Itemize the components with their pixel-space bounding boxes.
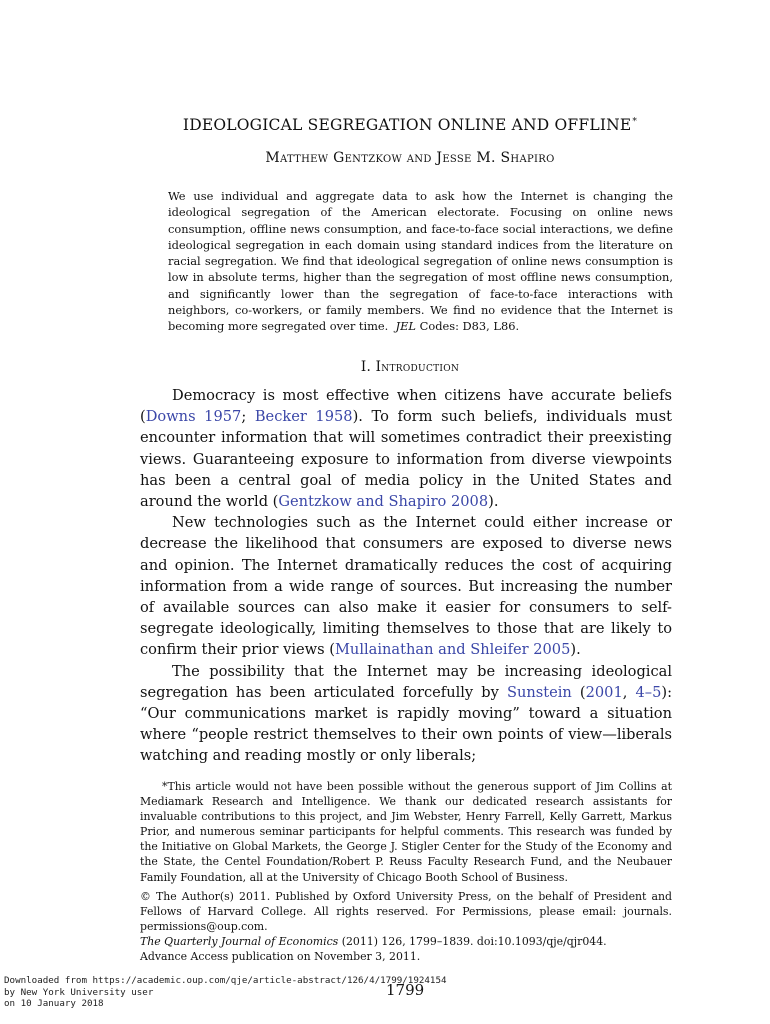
paragraph-text: The possibility that the Internet may be increasing ideological segregation has been articulated forcefully by	[140, 662, 672, 701]
paper-title	[140, 116, 680, 134]
jel-label: JEL	[395, 319, 416, 334]
paragraph-1	[140, 385, 672, 512]
citation-link-becker[interactable]: Becker 1958	[254, 408, 353, 426]
paper-title-text: IDEOLOGICAL SEGREGATION ONLINE AND OFFLINE	[182, 116, 632, 134]
paragraph-2	[140, 512, 672, 660]
paragraph-text: Democracy is most effective when citizens have accurate beliefs (	[140, 387, 672, 426]
abstract	[168, 188, 673, 335]
footnote-acknowledgements: *This article would not have been possible without the generous support of Jim Collins at Mediamark Research and Intelligence. We thank our dedicated research assistants for invaluable contributions to this project, and Jim Webster, Henry Farrell, Kelly Garrett, Markus Prior, and numerous seminar participants for helpful comments. This research was funded by the Initiative on Global Markets, the George J. Stigler Center for the Study of the Economy and the State, the Centel Foundation/Robert P. Reuss Faculty Research Fund, and the Neubauer Family Foundation, all at the University of Chicago Booth School of Business.	[140, 780, 672, 884]
journal-name: The Quarterly Journal of Economics	[140, 934, 339, 948]
citation-link-sunstein-year[interactable]: 2001	[585, 683, 623, 701]
abstract-text: We use individual and aggregate data to ask how the Internet is changing the ideological segregation of the American electorate. Focusing on online news consumption, offline news consumption, and face-to-face social interactions, we define ideological segregation in each domain using standard indices from the literature on racial segregation. We find that ideological segregation of online news consumption is low in absolute terms, higher than the segregation of most offline news consumption, and significantly lower than the segregation of face-to-face interactions with neighbors, co-workers, or family members. We find no evidence that the Internet is becoming more segregated over time.	[168, 189, 673, 334]
paragraph-text: ).	[488, 493, 499, 511]
download-stamp	[4, 975, 447, 1010]
citation-link-sunstein-pages[interactable]: 4–5	[635, 683, 662, 701]
paragraph-text: New technologies such as the Internet could either increase or decrease the likelihood that consumers are exposed to diverse news and opinion. The Internet dramatically reduces the cost of acquiring information from a wide range of sources. But increasing the number of available sources can also make it easier for consumers to self-segregate ideologically, limiting themselves to those that are likely to confirm their prior views (	[140, 514, 672, 659]
copyright-notice: © The Author(s) 2011. Published by Oxford University Press, on the behalf of President and Fellows of Harvard College. All rights reserved. For Permissions, please email: journals. permissions@oup.com.	[140, 889, 672, 933]
paragraph-text: ;	[241, 408, 255, 426]
title-footnote-mark[interactable]: *	[632, 116, 638, 127]
citation-link-gentzkow-shapiro[interactable]: Gentzkow and Shapiro 2008	[278, 493, 489, 511]
page-number: 1799	[386, 981, 425, 999]
advance-access-note: Advance Access publication on November 3, 2011.	[140, 950, 421, 964]
download-stamp-line-1: Downloaded from https://academic.oup.com/qje/article-abstract/126/4/1799/1924154	[4, 975, 447, 986]
paragraph-text: (	[571, 683, 586, 701]
section-heading: I. Introduction	[360, 359, 460, 375]
journal-citation	[140, 934, 672, 949]
citation-link-mullainathan-shleifer[interactable]: Mullainathan and Shleifer 2005	[334, 641, 571, 659]
paragraph-3	[140, 661, 672, 767]
footnote	[140, 779, 672, 964]
citation-link-sunstein[interactable]: Sunstein	[506, 683, 572, 701]
author-names: Matthew Gentzkow and Jesse M. Shapiro	[265, 150, 555, 166]
jel-codes: Codes: D83, L86.	[419, 319, 520, 334]
download-stamp-line-3: on 10 January 2018	[4, 998, 104, 1010]
paragraph-text: ). To form such beliefs, individuals must encounter information that will sometimes contradict their preexisting views. Guaranteeing exposure to information from diverse viewpoints has been a central goal of media policy in the United States and around the world (	[140, 408, 672, 511]
paragraph-text: ,	[622, 683, 636, 701]
paragraph-text: ): “Our communications market is rapidly moving” toward a situation where “people restrict themselves to their own points of view—liberals watching and reading mostly or only liberals;	[140, 683, 672, 765]
journal-citation-details: (2011) 126, 1799–1839. doi:10.1093/qje/qjr044.	[338, 934, 607, 948]
body-text	[140, 385, 672, 767]
citation-link-downs[interactable]: Downs 1957	[145, 408, 242, 426]
paragraph-text: ).	[570, 641, 581, 659]
download-stamp-line-2: by New York University user	[4, 986, 154, 998]
